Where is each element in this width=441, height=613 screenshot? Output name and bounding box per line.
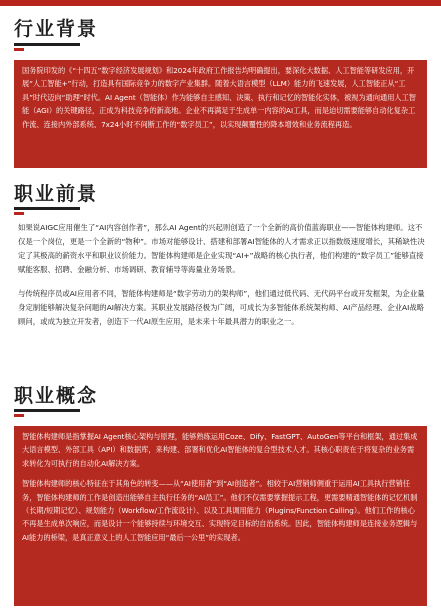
top-accent-bar: [0, 0, 441, 6]
heading-underline: [14, 43, 80, 46]
heading-accent-mark: [14, 212, 24, 215]
heading-underline: [14, 207, 80, 210]
career-concept-paragraph-1: 智能体构建师是指掌握AI Agent核心架构与原理，能够熟练运用Coze、Dify、FastGPT、AutoGen等平台和框架，通过集成大语言模型、外部工具（API）和数据库，来构建、部署和优化AI智能体的复合型技术人才。其核心职责在于将复杂的业务需求转化为可执行的自动化AI解决方案。: [22, 432, 418, 468]
industry-background-paragraph: 国务院印发的《“十四五”数字经济发展规划》和2024年政府工作报告均明确提出，要深化大数据、人工智能等研发应用，开展“人工智能+”行动，打造具有国际竞争力的数字产业集群。随着大语言模型（LLM）能力的飞速发展，人工智能正从“工具”时代迈向“助理”时代。AI Agent（智能体）作为能够自主感知、决策、执行和记忆的智能化实体，被视为通向通用人工智能（AGI）的关键路径，正成为科技竞争的新高地。企业不再满足于生成单一内容的AI工具，而是迫切需要能够自动化复杂工作流、连接内外部系统、7x24小时不间断工作的“数字员工”，以实现颠覆性的降本增效和业务流程再造。: [22, 66, 416, 129]
career-prospects-text: [18, 221, 425, 329]
section-heading-industry-background: 行业背景: [14, 18, 99, 40]
section-heading-career-concept: 职业概念: [14, 385, 99, 407]
heading-underline: [14, 409, 80, 412]
career-concept-box: [14, 426, 427, 606]
career-prospects-paragraph-2: 与传统程序员或AI应用者不同，智能体构建师是“数字劳动力的架构师”，他们通过低代码、无代码平台或开发框架，为企业量身定制能够解决复杂问题的AI解决方案。其职业发展路径极为广阔，可成长为多智能体系统架构师、AI产品经理、企业AI战略顾问，或成为独立开发者，创造下一代AI原生应用，是未来十年最具潜力的职业之一。: [18, 289, 425, 326]
heading-accent-mark: [14, 48, 24, 51]
career-prospects-paragraph-1: 如果说AIGC应用催生了“AI内容创作者”，那么AI Agent的兴起则创造了一个全新的高价值蓝海职业——智能体构建师。这不仅是一个岗位，更是一个全新的“物种”。市场对能够设计、搭建和部署AI智能体的人才需求正以指数级速度增长，其稀缺性决定了其极高的薪资水平和职业议价能力。智能体构建师是企业实现“AI+”战略的核心执行者，他们构建的“数字员工”能够直接赋能客服、招聘、金融分析、市场调研、教育辅导等海量业务场景。: [18, 223, 425, 274]
heading-accent-mark: [14, 414, 24, 417]
career-concept-paragraph-2: 智能体构建师的核心特征在于其角色的转变——从“AI使用者”到“AI创造者”。相较于AI营销师侧重于运用AI工具执行营销任务，智能体构建师的工作是创造出能够自主执行任务的“AI员工”。他们不仅需要掌握提示工程，更需要精通智能体的记忆机制（长期/短期记忆）、规划能力（Workflow/工作流设计）、以及工具调用能力（Plugins/Function Calling）。他们工作的核心不再是生成单次响应，而是设计一个能够持续与环境交互、实现特定目标的自治系统。因此，智能体构建师是连接业务逻辑与AI能力的桥梁，是真正意义上的人工智能应用“最后一公里”的实现者。: [22, 479, 418, 542]
section-heading-career-prospects: 职业前景: [14, 183, 99, 205]
industry-background-box: [14, 60, 427, 168]
